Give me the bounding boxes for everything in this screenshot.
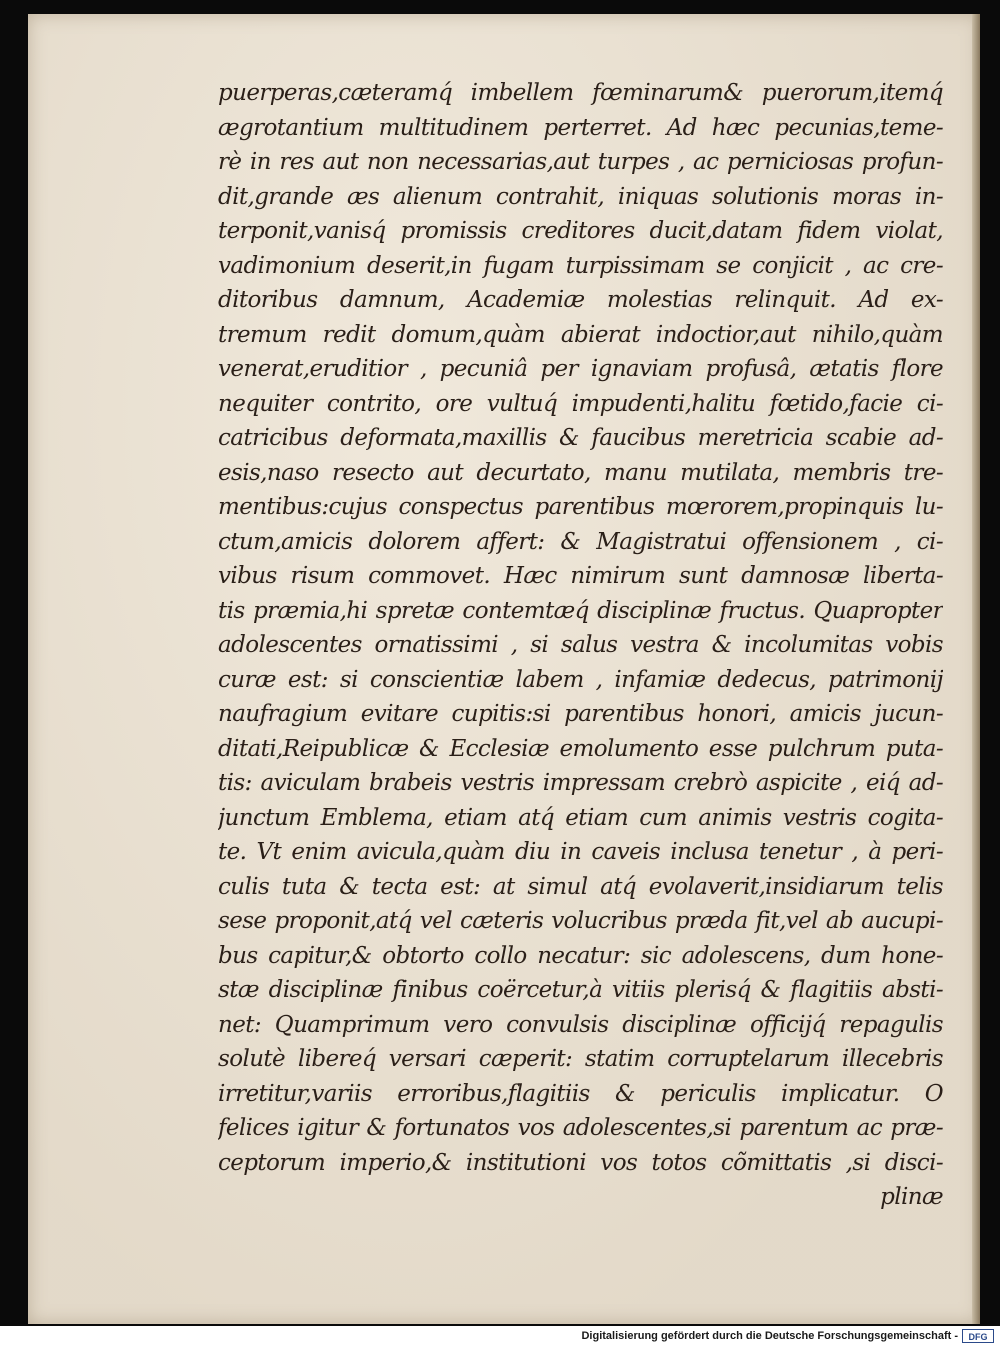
text-line: catricibus deformata,maxillis & faucibus meretricia scabie ad-	[218, 425, 943, 451]
text-line: tremum redit domum,quàm abierat indoctior,aut nihilo,quàm	[218, 321, 943, 348]
text-line: naufragium evitare cupitis:si parentibus honori, amicis jucun-	[218, 701, 943, 727]
digitization-footer	[0, 1326, 1000, 1346]
text-line: vadimonium deserit,in fugam turpissimam se conjicit , ac cre-	[218, 252, 943, 279]
text-line: ditoribus damnum, Academiæ molestias relinquit. Ad ex-	[218, 287, 943, 313]
text-line: tis præmia,hi spretæ contemtæq́ disciplinæ fructus. Quapropter	[218, 597, 943, 624]
text-line: irretitur,variis erroribus,flagitiis & periculis implicatur. O	[218, 1080, 943, 1107]
text-line: esis,naso resecto aut decurtato, manu mutilata, membris tre-	[218, 459, 943, 486]
text-line: dit,grande æs alienum contrahit, iniquas solutionis moras in-	[218, 183, 943, 210]
text-line: tis: aviculam brabeis vestris impressam crebrò aspicite , eiq́ ad-	[218, 770, 943, 796]
text-line: stæ disciplinæ finibus coërcetur,à vitiis plerisq́ & flagitiis absti-	[218, 977, 943, 1003]
text-line: felices igitur & fortunatos vos adolescentes,si parentum ac præ-	[218, 1115, 943, 1141]
dfg-logo-icon[interactable]: DFG	[962, 1329, 994, 1343]
page-text-block	[218, 76, 943, 1215]
text-line: vibus risum commovet. Hæc nimirum sunt damnosæ liberta-	[218, 563, 943, 589]
funding-credit: Digitalisierung gefördert durch die Deutsche Forschungsgemeinschaft -	[581, 1330, 958, 1342]
text-line: terponit,vanisq́ promissis creditores ducit,datam fidem violat,	[218, 218, 943, 244]
text-line: rè in res aut non necessarias,aut turpes , ac perniciosas profun-	[218, 149, 943, 175]
text-line: solutè libereq́ versari cæperit: statim corruptelarum illecebris	[218, 1046, 943, 1072]
page-edge	[972, 14, 980, 1324]
text-line: puerperas,cæteramq́ imbellem fœminarum& puerorum,itemq́	[218, 80, 943, 106]
text-line: curæ est: si conscientiæ labem , infamiæ dedecus, patrimonij	[218, 666, 943, 693]
book-page	[28, 14, 980, 1324]
text-line: nequiter contrito, ore vultuq́ impudenti,halitu fœtido,facie ci-	[218, 390, 943, 417]
text-line: ctum,amicis dolorem affert: & Magistratui offensionem , ci-	[218, 528, 943, 555]
text-line: bus capitur,& obtorto collo necatur: sic adolescens, dum hone-	[218, 942, 943, 969]
text-line: mentibus:cujus conspectus parentibus mœrorem,propinquis lu-	[218, 494, 943, 520]
text-line: ditati,Reipublicæ & Ecclesiæ emolumento esse pulchrum puta-	[218, 735, 943, 762]
text-line: te. Vt enim avicula,quàm diu in caveis inclusa tenetur , à peri-	[218, 839, 943, 865]
text-line: sese proponit,atq́ vel cæteris volucribus præda fit,vel ab aucupi-	[218, 908, 943, 934]
catchword: plinæ	[880, 1184, 943, 1210]
text-line: junctum Emblema, etiam atq́ etiam cum animis vestris cogita-	[218, 804, 943, 831]
text-line: ceptorum imperio,& institutioni vos totos cõmittatis ,si disci-	[218, 1149, 943, 1176]
text-line: adolescentes ornatissimi , si salus vestra & incolumitas vobis	[218, 632, 943, 658]
text-line: venerat,eruditior , pecuniâ per ignaviam profusâ, ætatis flore	[218, 356, 943, 382]
text-line: ægrotantium multitudinem perterret. Ad hæc pecunias,teme-	[218, 114, 943, 141]
text-line: net: Quamprimum vero convulsis disciplinæ officijq́ repagulis	[218, 1011, 943, 1038]
text-line: culis tuta & tecta est: at simul atq́ evolaverit,insidiarum telis	[218, 873, 943, 900]
